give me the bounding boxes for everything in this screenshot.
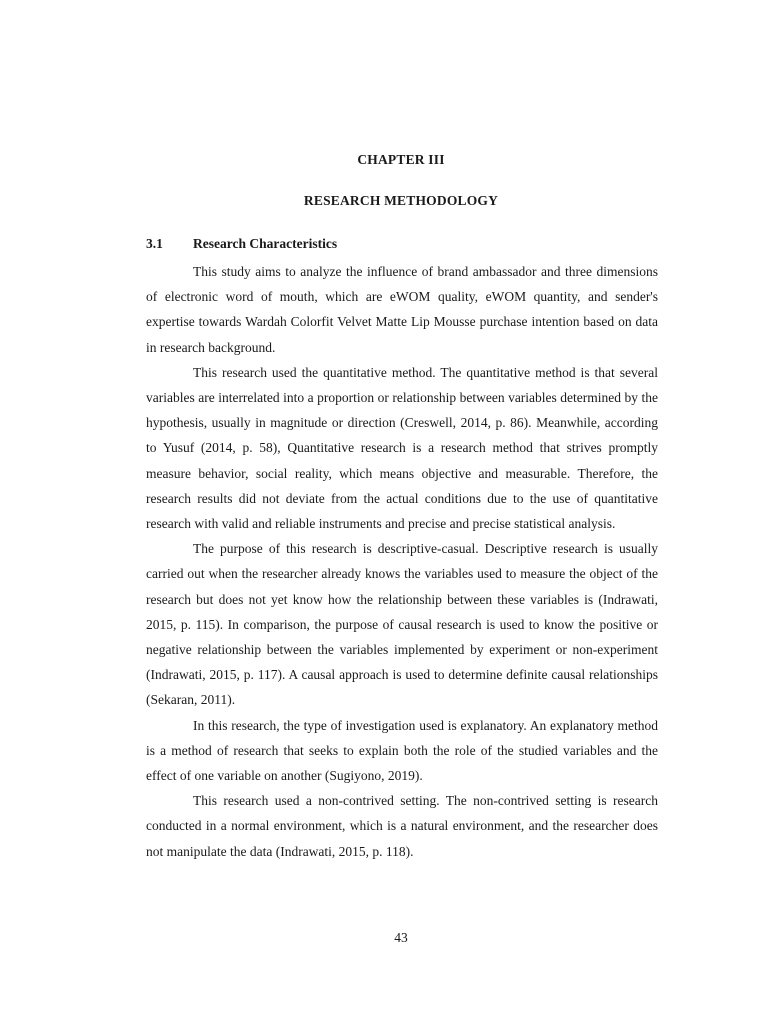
paragraph: This research used the quantitative method. The quantitative method is that several variables are interrelated into a proportion or relationship between variables determined by the hypothesis, usually in magnitude or direction (Creswell, 2014, p. 86). Meanwhile, according to Yusuf (2014, p. 58), Quantitative research is a research method that strives promptly measure behavior, social reality, which means objective and measurable. Therefore, the research results did not deviate from the actual conditions due to the use of quantitative research with valid and reliable instruments and precise and precise statistical analysis.	[146, 364, 658, 532]
section-heading	[146, 236, 337, 252]
chapter-label: CHAPTER III	[357, 152, 445, 167]
section-number: 3.1	[146, 236, 163, 251]
section-title: Research Characteristics	[193, 236, 338, 251]
paragraph: This research used a non-contrived setting. The non-contrived setting is research conducted in a normal environment, which is a natural environment, and the researcher does not manipulate the data (Indrawati, 2015, p. 118).	[146, 793, 658, 859]
chapter-title: RESEARCH METHODOLOGY	[303, 193, 499, 208]
paragraph: In this research, the type of investigation used is explanatory. An explanatory method is a method of research that seeks to explain both the role of the studied variables and the effect of one variable on another (Sugiyono, 2019).	[146, 717, 658, 784]
body-text	[146, 259, 658, 864]
paragraph: The purpose of this research is descriptive-casual. Descriptive research is usually carried out when the researcher already knows the variables used to measure the object of the research but does not yet know how the relationship between these variables is (Indrawati, 2015, p. 115). In comparison, the purpose of causal research is used to know the positive or negative relationship between the variables implemented by experiment or non-experiment (Indrawati, 2015, p. 117). A causal approach is used to determine definite causal relationships (Sekaran, 2011).	[146, 541, 658, 708]
paragraph: This study aims to analyze the influence of brand ambassador and three dimensions of electronic word of mouth, which are eWOM quality, eWOM quantity, and sender's expertise towards Wardah Colorfit Velvet Matte Lip Mousse purchase intention based on data in research background.	[146, 264, 658, 355]
page-number: 43	[394, 930, 408, 945]
